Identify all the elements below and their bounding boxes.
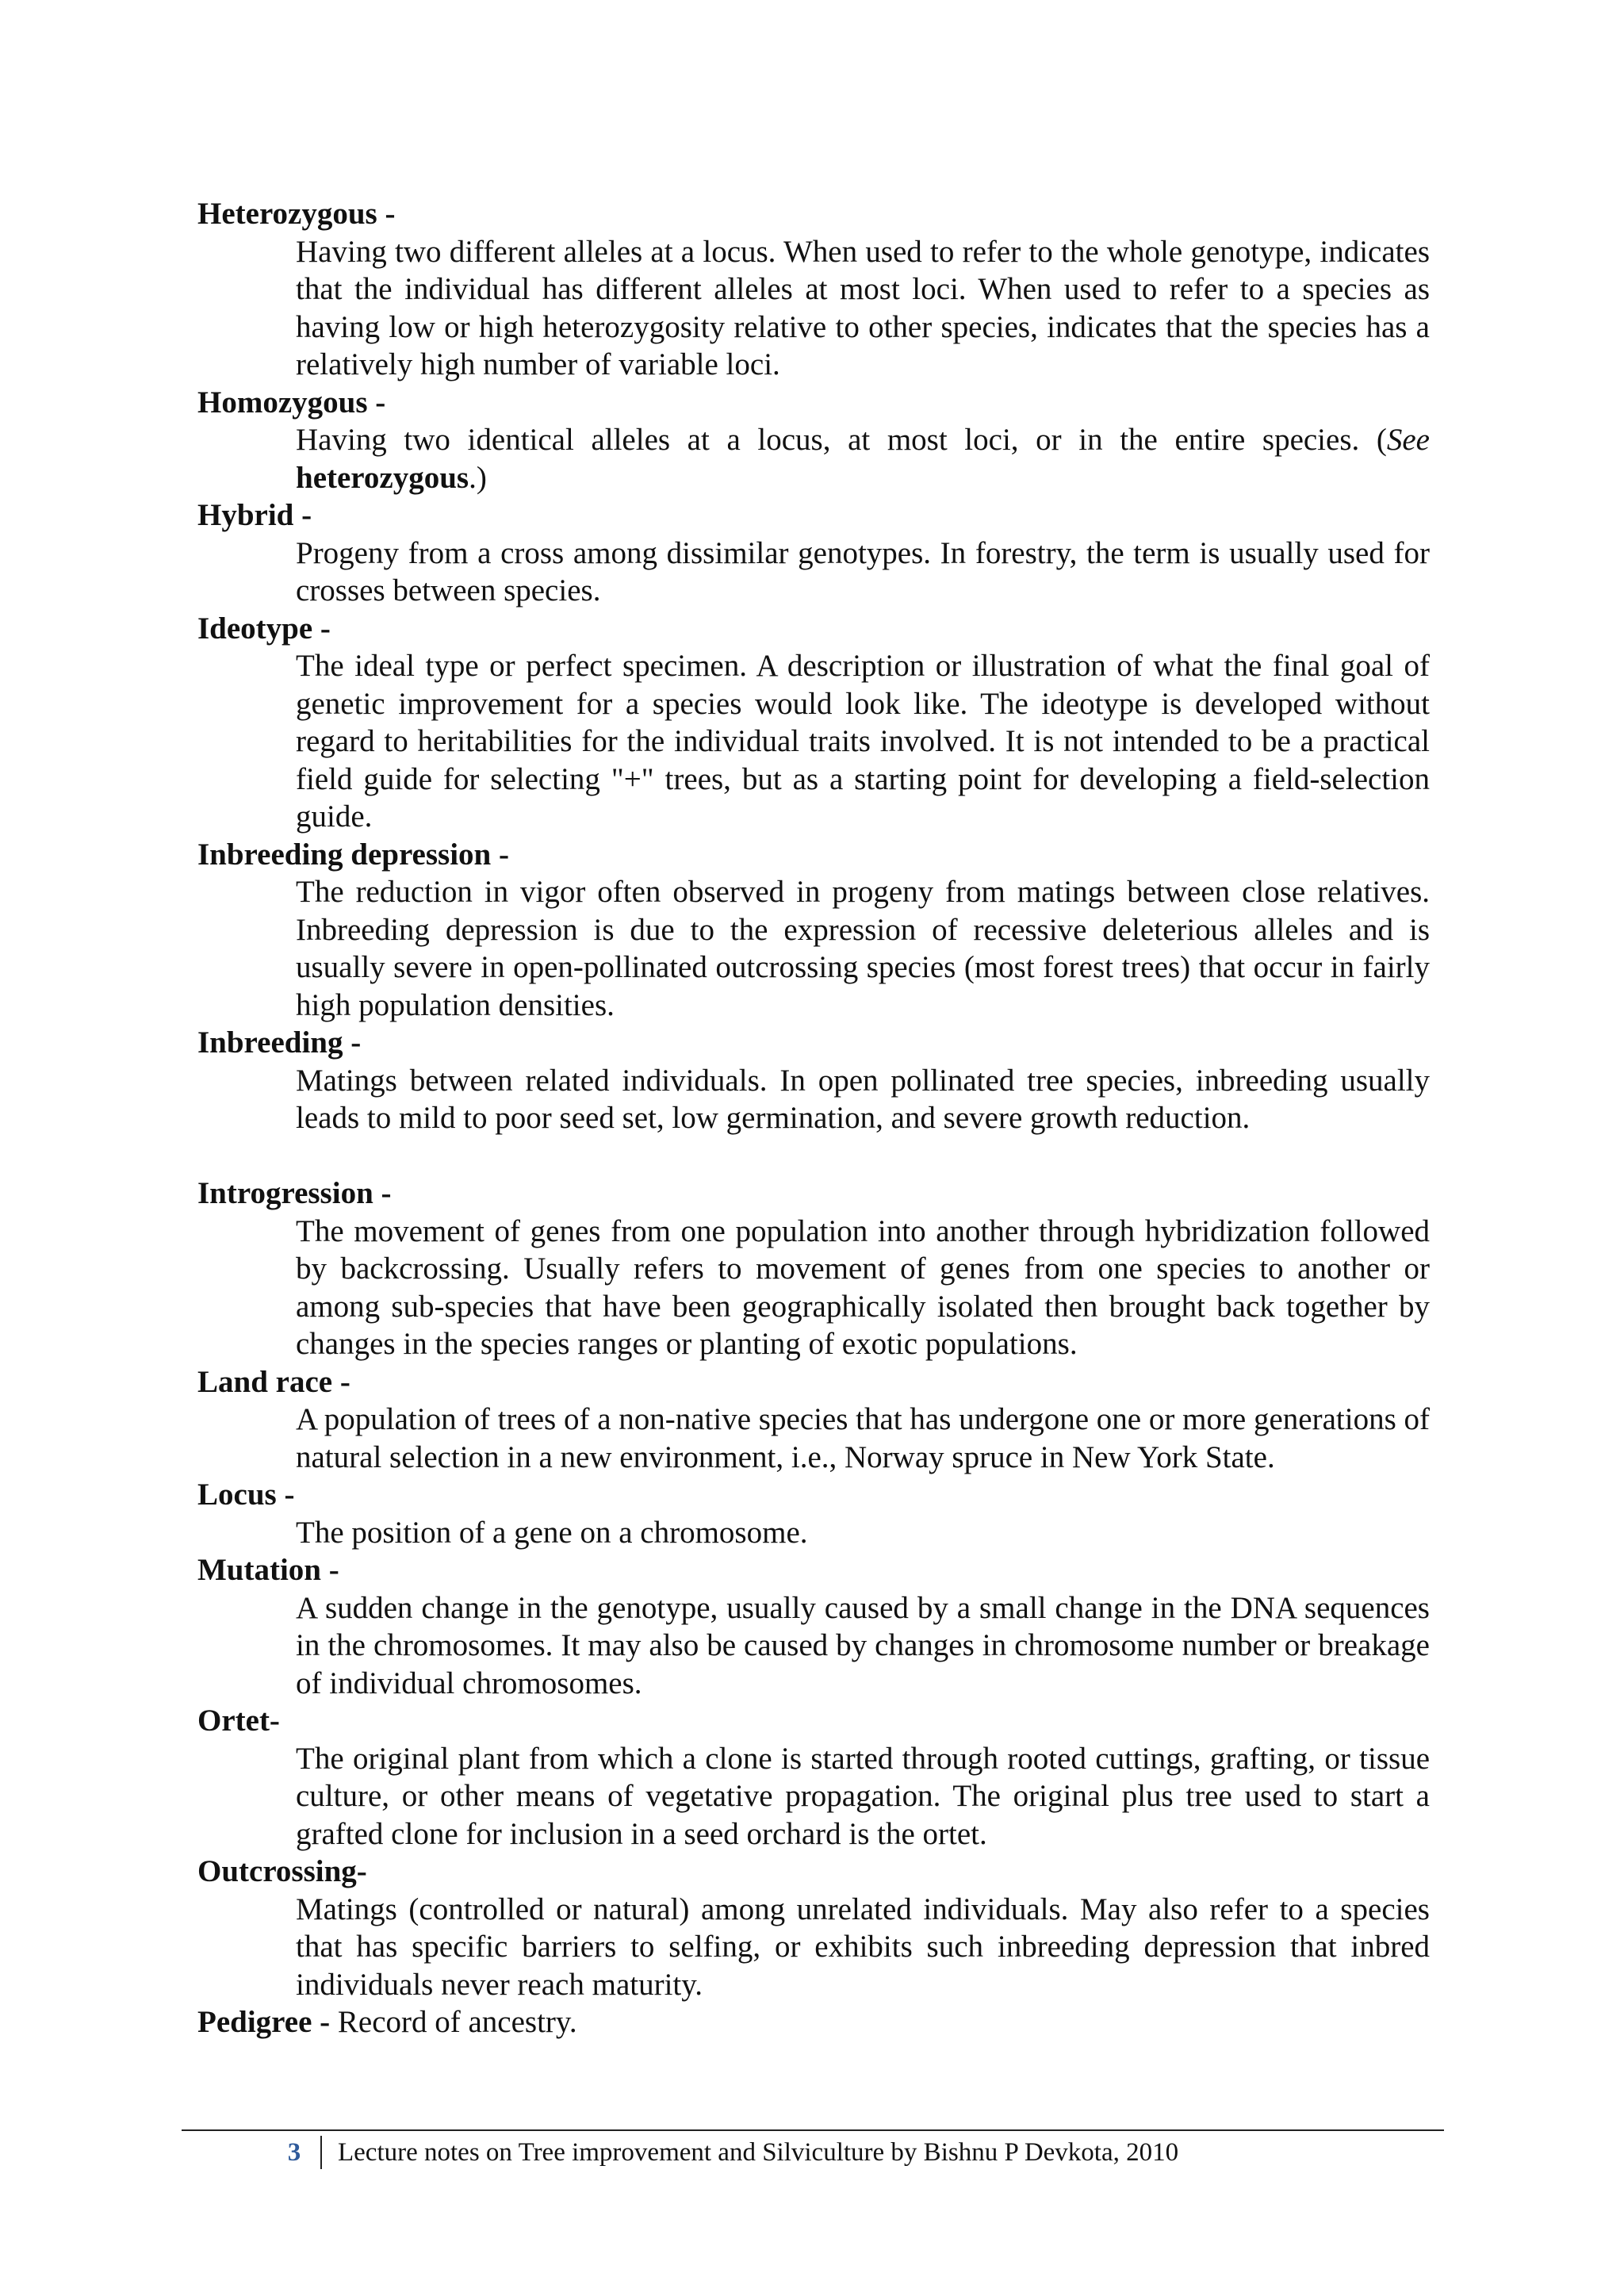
glossary-term-homozygous: Homozygous - — [197, 385, 386, 420]
cross-reference-close: .) — [469, 460, 487, 495]
glossary-term-heterozygous: Heterozygous - — [197, 197, 396, 231]
glossary-term-outcrossing: Outcrossing- — [197, 1854, 367, 1888]
blank-line — [197, 1137, 1430, 1175]
footer-separator — [320, 2136, 322, 2169]
glossary-definition-ideotype: The ideal type or perfect specimen. A description or illustration of what the final goal of genetic improvement for a species would look like. The ideotype is developed without regard to heritabilities for the individual traits involved. It is not intended to be a practical field guide for selecting "+" trees, but as a starting point for developing a field-selection guide. — [296, 649, 1430, 834]
page-number: 3 — [287, 2137, 301, 2167]
glossary-term-locus: Locus - — [197, 1478, 295, 1512]
glossary-definition-heterozygous: Having two different alleles at a locus. When used to refer to the whole genotype, indicates that the individual has different alleles at most loci. When used to refer to a species as having low or high heterozygosity relative to other species, indicates that the species has a relatively high number of variable loci. — [296, 234, 1430, 381]
footer-divider — [182, 2129, 1444, 2131]
glossary-definition-inbreeding-depression: The reduction in vigor often observed in progeny from matings between close relatives. Inbreeding depression is due to the expression of recessive deleterious alleles and is usually severe in open-pollinated outcrossing species (most forest trees) that occur in fairly high population densities. — [296, 875, 1430, 1022]
glossary-term-mutation: Mutation - — [197, 1553, 339, 1587]
footer-text: Lecture notes on Tree improvement and Silviculture by Bishnu P Devkota, 2010 — [338, 2137, 1179, 2167]
glossary-term-hybrid: Hybrid - — [197, 498, 312, 532]
glossary-definition-homozygous — [296, 421, 1430, 496]
cross-reference-heterozygous: heterozygous — [296, 460, 469, 495]
glossary-term-ideotype: Ideotype - — [197, 611, 331, 646]
glossary-definition-inbreeding: Matings between related individuals. In open pollinated tree species, inbreeding usually leads to mild to poor seed set, low germination, and severe growth reduction. — [296, 1063, 1430, 1135]
glossary-list — [197, 195, 1430, 2041]
page-footer — [279, 2134, 1178, 2171]
glossary-definition-outcrossing: Matings (controlled or natural) among unrelated individuals. May also refer to a species that has specific barriers to selfing, or exhibits such inbreeding depression that inbred individuals never reach maturity. — [296, 1892, 1430, 2002]
glossary-definition-introgression: The movement of genes from one population into another through hybridization followed by backcrossing. Usually refers to movement of genes from one species to another or among sub-species that have been geographically isolated then brought back together by changes in the species ranges or planting of exotic populations. — [296, 1213, 1430, 1361]
see-label: See — [1386, 423, 1430, 457]
glossary-term-land-race: Land race - — [197, 1364, 350, 1399]
glossary-term-inbreeding: Inbreeding - — [197, 1025, 362, 1060]
glossary-entry-pedigree — [197, 2003, 1430, 2041]
glossary-definition-ortet: The original plant from which a clone is started through rooted cuttings, grafting, or tissue culture, or other means of vegetative propagation. The original plus tree used to start a grafted clone for inclusion in a seed orchard is the ortet. — [296, 1741, 1430, 1851]
glossary-definition-pedigree: Record of ancestry. — [330, 2005, 577, 2039]
glossary-definition-land-race: A population of trees of a non-native species that has undergone one or more generations of natural selection in a new environment, i.e., Norway spruce in New York State. — [296, 1402, 1430, 1474]
glossary-term-introgression: Introgression - — [197, 1176, 392, 1210]
homozygous-definition-text: Having two identical alleles at a locus, at most loci, or in the entire species. ( — [296, 423, 1387, 457]
glossary-definition-hybrid: Progeny from a cross among dissimilar genotypes. In forestry, the term is usually used for crosses between species. — [296, 535, 1430, 608]
glossary-term-pedigree: Pedigree - — [197, 2005, 331, 2039]
glossary-definition-locus: The position of a gene on a chromosome. — [296, 1515, 808, 1550]
glossary-definition-mutation: A sudden change in the genotype, usually caused by a small change in the DNA sequences in the chromosomes. It may also be caused by changes in chromosome number or breakage of individual chromosomes. — [296, 1590, 1430, 1700]
glossary-term-ortet: Ortet- — [197, 1704, 280, 1738]
glossary-term-inbreeding-depression: Inbreeding depression - — [197, 837, 509, 872]
